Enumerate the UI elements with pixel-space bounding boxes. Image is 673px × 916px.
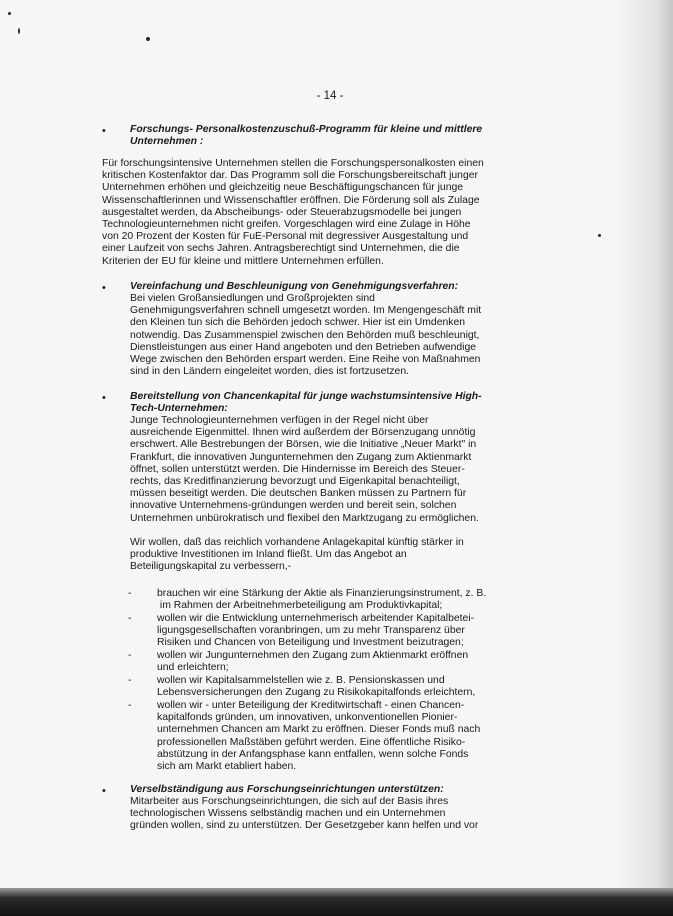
body-line: ausgestaltet werden, da Abscheibungs- oder Steuerabzugsmodelle bei jungen (102, 206, 462, 218)
body-line: und erleichtern; (157, 662, 229, 674)
bullet-icon: • (102, 785, 106, 797)
body-line: unternehmen Chancen am Markt zu eröffnen. Dieser Fonds muß nach (157, 724, 481, 736)
body-line: Für forschungsintensive Unternehmen stellen die Forschungspersonalkosten einen (102, 158, 484, 169)
dash-marker: - (128, 700, 132, 711)
heading-line: Forschungs- Personalkostenzuschuß-Programm für kleine und mittlere (130, 124, 483, 135)
body-line: Wir wollen, daß das reichlich vorhandene Anlagekapital künftig stärker in (130, 537, 464, 548)
bullet-icon: • (102, 392, 106, 404)
body-line: von 20 Prozent der Kosten für FuE-Personal mit degressiver Ausgestaltung und (102, 231, 469, 243)
dash-marker: - (128, 650, 132, 661)
body-line: einer Laufzeit von sechs Jahren. Antragsberechtigt sind Unternehmen, die die (102, 243, 460, 255)
section-heading-genehmigung (130, 281, 458, 293)
section-heading-personalkosten (130, 124, 482, 148)
section-body-genehmigung (130, 293, 481, 378)
body-line: Beteiligungskapital zu verbessern,- (130, 561, 292, 573)
heading-line: Vereinfachung und Beschleunigung von Genehmigungsverfahren: (130, 281, 459, 292)
body-line: Risiken und Chancen von Beteiligung und Investment beizutragen; (157, 637, 464, 649)
scan-speck (146, 37, 150, 41)
scan-speck (8, 12, 11, 15)
body-line: Junge Technologieunternehmen verfügen in der Regel nicht über (130, 415, 429, 426)
body-line: Dienstleistungen aus einer Hand angeboten und den Betrieben aufwendige (130, 341, 477, 353)
section-body-personalkosten (102, 158, 484, 268)
body-line: ausreichende Eigenmittel. Ihnen wird außerdem der Börsenzugang unnötig (130, 427, 476, 439)
section-heading-chancenkapital (130, 391, 482, 415)
body-line: Bei vielen Großansiedlungen und Großprojekten sind (130, 293, 375, 304)
body-line: rechts, das Kreditfinanzierung bevorzugt und Eigenkapital benachteiligt, (130, 476, 460, 488)
body-line: Technologieunternehmen nicht greifen. Vorgeschlagen wird eine Zulage in Höhe (102, 219, 471, 231)
body-line: technologischen Wissens selbständig machen und ein Unternehmen (130, 808, 446, 820)
bullet-icon: • (102, 282, 106, 294)
body-line: kritischen Kostenfaktor dar. Das Programm soll die Forschungsbereitschaft junger (102, 170, 478, 182)
body-line: wollen wir Jungunternehmen den Zugang zum Aktienmarkt eröffnen (157, 650, 469, 661)
dash-item (157, 613, 474, 650)
scan-edge-noise (615, 0, 673, 916)
heading-line: Unternehmen : (130, 136, 204, 148)
body-line: im Rahmen der Arbeitnehmerbeteiligung am Produktivkapital; (157, 600, 443, 612)
dash-marker: - (128, 588, 132, 599)
body-line: wollen wir Kapitalsammelstellen wie z. B. Pensionskassen und (157, 675, 445, 686)
scan-bottom-edge (0, 888, 673, 916)
body-line: Mitarbeiter aus Forschungseinrichtungen, die sich auf der Basis ihres (130, 796, 449, 807)
body-line: gründen wollen, sind zu unterstützen. Der Gesetzgeber kann helfen und vor (130, 820, 479, 832)
body-line: innovative Unternehmens-gründungen werden und bereit sein, solchen (130, 500, 457, 512)
body-line: wollen wir die Entwicklung unternehmerisch arbeitender Kapitalbetei- (157, 613, 475, 624)
body-line: den Kleinen tun sich die Behörden jedoch schwer. Hier ist ein Umdenken (130, 317, 466, 329)
body-line: Genehmigungsverfahren schnell umgesetzt worden. Im Mengengeschäft mit (130, 305, 482, 317)
body-line: erschwert. Alle Bestrebungen der Börsen, wie die Initiative „Neuer Markt" in (130, 439, 477, 451)
body-line: sind in den Ländern eingeleitet worden, dies ist fortzusetzen. (130, 366, 409, 378)
section-body-chancenkapital (130, 415, 479, 525)
body-line: Kriterien der EU für kleine und mittlere Unternehmen erfüllen. (102, 255, 384, 267)
body-line: öffnet, sollen unterstützt werden. Die Hindernisse im Bereich des Steuer- (130, 463, 465, 475)
body-line: Frankfurt, die innovativen Jungunternehmen den Zugang zum Aktienmarkt (130, 451, 472, 463)
section-body-anlagekapital (130, 537, 464, 574)
dash-item (157, 675, 475, 699)
body-line: Unternehmen unbürokratisch und flexibel den Marktzugang zu ermöglichen. (130, 512, 479, 524)
body-line: sich am Markt etabliert haben. (157, 761, 297, 773)
body-line: Lebensversicherungen den Zugang zu Risikokapitalfonds erleichtern, (157, 687, 476, 699)
dash-item (157, 588, 486, 612)
body-line: professionellen Maßstäben geführt werden. Eine öffentliche Risiko- (157, 736, 466, 748)
scan-speck (18, 28, 20, 34)
body-line: ligungsgesellschaften voranbringen, um zu mehr Transparenz über (157, 625, 465, 637)
dash-item (157, 700, 480, 773)
bullet-icon: • (102, 125, 106, 137)
body-line: notwendig. Das Zusammenspiel zwischen den Behörden muß beschleunigt, (130, 329, 480, 341)
heading-line: Verselbständigung aus Forschungseinrichtungen unterstützen: (130, 784, 444, 795)
section-heading-verselbstaendigung (130, 784, 444, 796)
body-line: Wege zwischen den Behörden erspart werden. Eine Reihe von Maßnahmen (130, 354, 481, 366)
body-line: abstützung in der Anfangsphase kann entfallen, wenn solche Fonds (157, 748, 469, 760)
dash-marker: - (128, 675, 132, 686)
body-line: brauchen wir eine Stärkung der Aktie als Finanzierungsinstrument, z. B. (157, 588, 487, 599)
dash-marker: - (128, 613, 132, 624)
page-number: - 14 - (316, 90, 344, 102)
body-line: müssen beseitigt werden. Die deutschen Banken müssen zu Partnern für (130, 488, 467, 500)
heading-line: Bereitstellung von Chancenkapital für junge wachstumsintensive High- (130, 391, 482, 402)
heading-line: Tech-Unternehmen: (130, 403, 228, 415)
body-line: kapitalfonds gründen, um innovativen, unkonventionellen Pionier- (157, 712, 458, 724)
dash-item (157, 650, 468, 674)
body-line: wollen wir - unter Beteiligung der Kreditwirtschaft - einen Chancen- (157, 700, 465, 711)
body-line: produktive Investitionen im Inland fließt. Um das Angebot an (130, 549, 407, 561)
body-line: Wissenschaftlerinnen und Wissenschaftler eröffnen. Die Förderung soll als Zulage (102, 194, 480, 206)
section-body-verselbstaendigung (130, 796, 478, 833)
scan-speck (598, 234, 601, 237)
body-line: Unternehmen erhöhen und gleichzeitig neue Beschäftigungschancen für junge (102, 182, 464, 194)
